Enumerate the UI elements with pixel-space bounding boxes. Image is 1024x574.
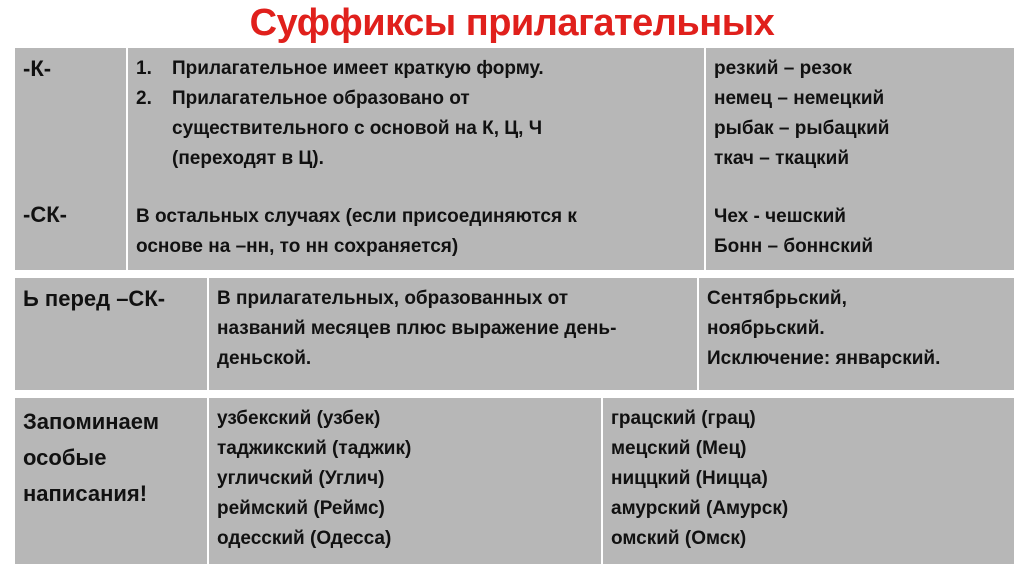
soft-sign-head: Ь перед –СК-	[14, 277, 208, 391]
soft-sign-examples-cell	[698, 277, 1015, 391]
spelling-item: мецский (Мец)	[611, 438, 747, 459]
example-item: рыбак – рыбацкий	[714, 118, 890, 139]
head-line: особые	[23, 445, 107, 470]
special-spellings-head	[14, 397, 208, 565]
example-item: Исключение: январский.	[707, 348, 941, 369]
spellings-col-2	[602, 397, 1015, 565]
spelling-item: реймский (Реймс)	[217, 498, 385, 519]
example-item: ткач – ткацкий	[714, 148, 849, 169]
soft-sign-table	[13, 276, 1016, 392]
rule-item	[136, 54, 696, 84]
spelling-item: омский (Омск)	[611, 528, 747, 549]
rule-number: 1.	[136, 58, 152, 79]
rule-number: 2.	[136, 88, 152, 109]
example-item: ноябрьский.	[707, 318, 825, 339]
suffix-sk-label: -СК-	[23, 202, 67, 227]
spellings-col-1	[208, 397, 602, 565]
examples-cell	[705, 47, 1015, 271]
rule-line: В прилагательных, образованных от	[217, 288, 569, 309]
spelling-item: ниццкий (Ницца)	[611, 468, 768, 489]
suffix-cell	[14, 47, 127, 271]
other-cases-text: основе на –нн, то нн сохраняется)	[136, 236, 459, 257]
rule-item	[136, 84, 696, 114]
example-item: немец – немецкий	[714, 88, 885, 109]
special-spellings-table	[13, 396, 1016, 566]
rule-text: Прилагательное имеет краткую форму.	[172, 58, 544, 79]
rule-text-continued: существительного с основой на К, Ц, Ч	[172, 118, 543, 139]
example-item: Бонн – боннский	[714, 236, 874, 257]
rule-text-continued: (переходят в Ц).	[172, 148, 324, 169]
example-item: Чех - чешский	[714, 206, 846, 227]
suffix-k-sk-table	[13, 46, 1016, 272]
suffix-k-label: -К-	[23, 56, 52, 81]
rule-line: названий месяцев плюс выражение день-	[217, 318, 617, 339]
head-line: написания!	[23, 481, 148, 506]
rule-line: деньской.	[217, 348, 312, 369]
spelling-item: угличский (Углич)	[217, 468, 385, 489]
head-line: Запоминаем	[23, 409, 159, 434]
example-item: Сентябрьский,	[707, 288, 847, 309]
other-cases-text: В остальных случаях (если присоединяются к	[136, 206, 577, 227]
example-item: резкий – резок	[714, 58, 852, 79]
rule-text: Прилагательное образовано от	[172, 88, 470, 109]
spelling-item: таджикский (таджик)	[217, 438, 412, 459]
slide-title: Суффиксы прилагательных	[249, 2, 775, 44]
rules-cell	[127, 47, 705, 271]
spelling-item: амурский (Амурск)	[611, 498, 789, 519]
spelling-item: грацский (грац)	[611, 408, 756, 429]
spelling-item: одесский (Одесса)	[217, 528, 392, 549]
spelling-item: узбекский (узбек)	[217, 408, 381, 429]
soft-sign-rule-cell	[208, 277, 698, 391]
